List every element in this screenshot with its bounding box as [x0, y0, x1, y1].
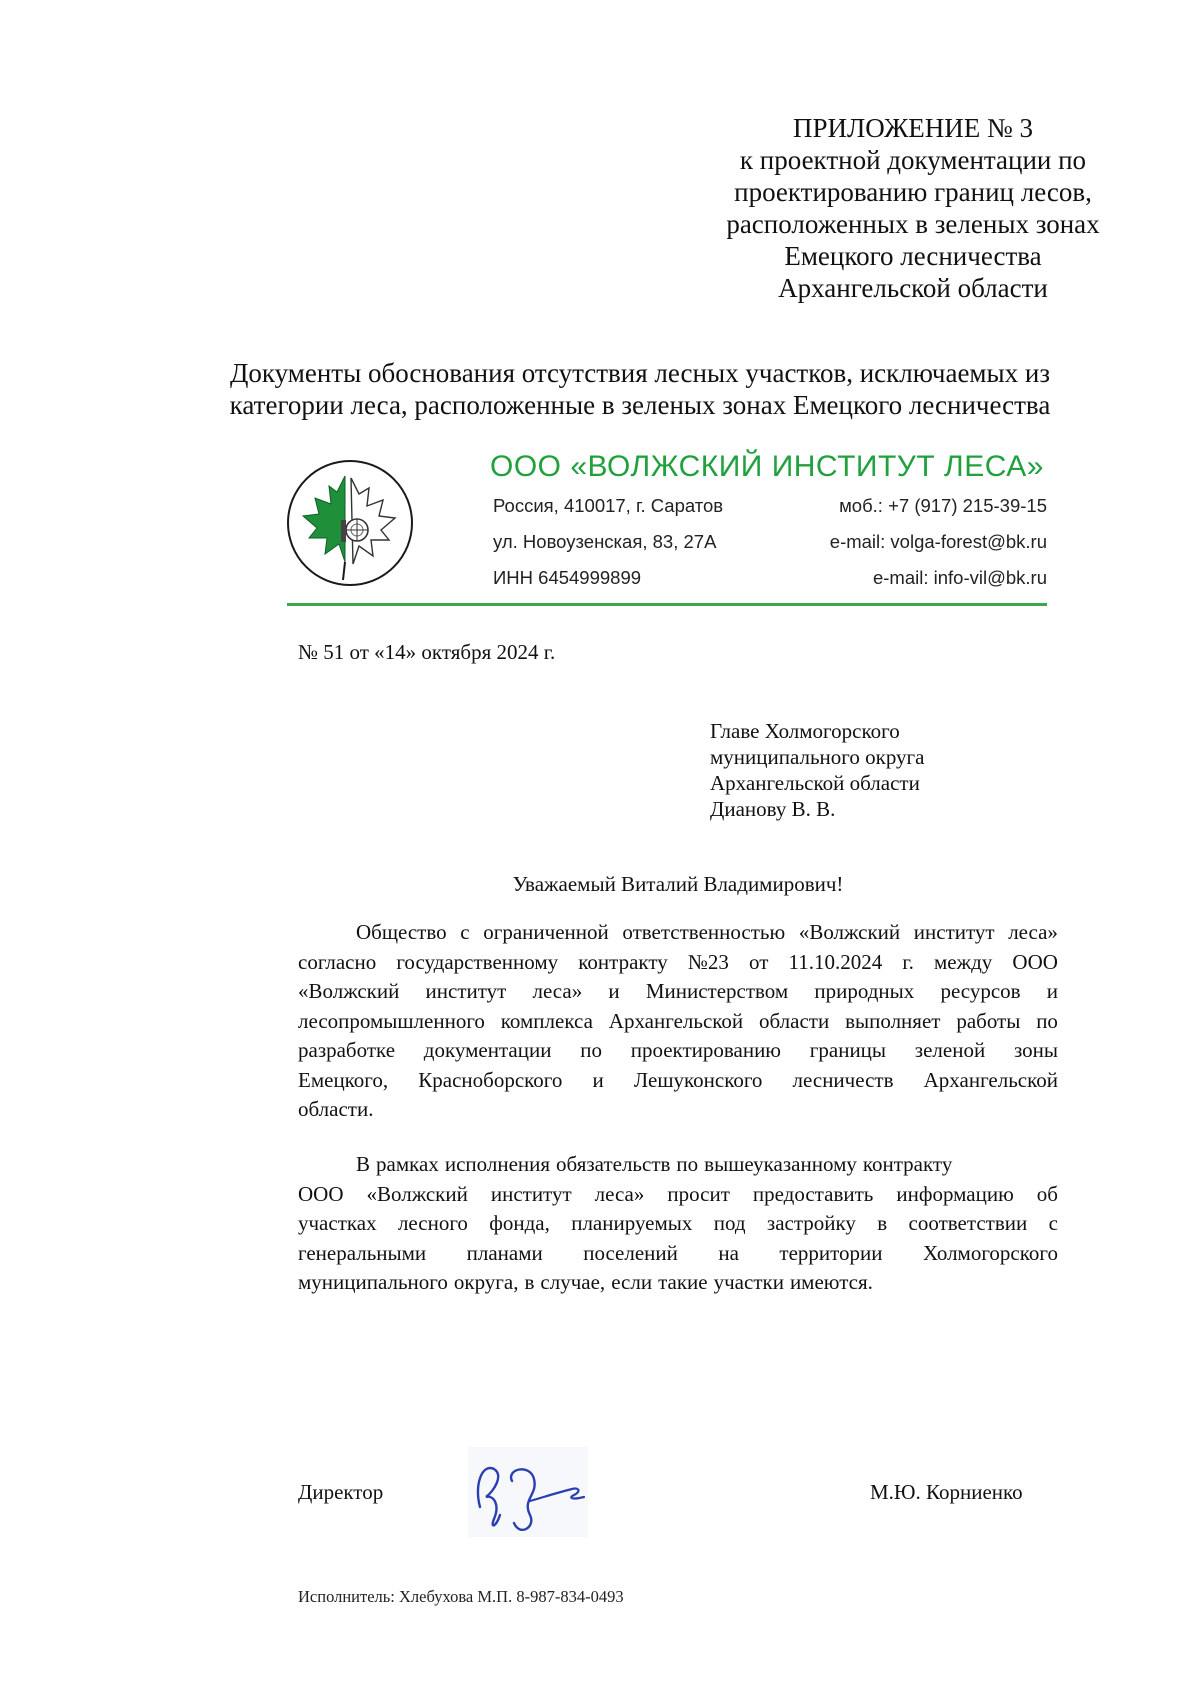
- address-city: Россия, 410017, г. Саратов: [493, 495, 724, 516]
- letterhead-divider: [287, 603, 1047, 606]
- paragraph-line: лесопромышленного комплекса Архангельской области выполняет работы по: [298, 1008, 1058, 1033]
- signatory-name: М.Ю. Корниенко: [870, 1480, 1023, 1504]
- appendix-line: к проектной документации по: [739, 145, 1087, 175]
- paragraph-line: Емецкого, Красноборского и Лешуконского лесничеств Архангельской: [298, 1067, 1058, 1092]
- paragraph-line: Общество с ограниченной ответственностью «Волжский институт леса»: [356, 920, 1058, 944]
- executor-contact: Исполнитель: Хлебухова М.П. 8-987-834-0493: [298, 1587, 624, 1606]
- body-paragraph-2: [298, 1150, 1058, 1298]
- maple-leaf-logo-icon: [285, 458, 415, 588]
- inn-number: ИНН 6454999899: [493, 567, 642, 588]
- appendix-line: Архангельской области: [778, 273, 1048, 303]
- document-title-line: Документы обоснования отсутствия лесных участков, исключаемых из: [229, 358, 1051, 388]
- paragraph-line: В рамках исполнения обязательств по вышеуказанному контракту: [356, 1152, 953, 1176]
- document-title-line: категории леса, расположенные в зеленых зонах Емецкого лесничества: [229, 390, 1051, 420]
- phone-number: моб.: +7 (917) 215-39-15: [839, 495, 1047, 516]
- address-street: ул. Новоузенская, 83, 27А: [493, 531, 717, 552]
- paragraph-line: муниципального округа, в случае, если такие участки имеются.: [298, 1270, 873, 1294]
- body-paragraph-1: [298, 918, 1058, 1125]
- addressee-line: муниципального округа: [710, 745, 925, 769]
- letter-number-date: № 51 от «14» октября 2024 г.: [298, 640, 556, 664]
- signatory-title: Директор: [298, 1480, 384, 1504]
- organization-name: ООО «ВОЛЖСКИЙ ИНСТИТУТ ЛЕСА»: [490, 450, 1044, 483]
- email-primary: e-mail: volga-forest@bk.ru: [829, 531, 1047, 552]
- email-secondary: e-mail: info-vil@bk.ru: [872, 567, 1047, 588]
- handwritten-signature-icon: [460, 1445, 600, 1540]
- appendix-line: ПРИЛОЖЕНИЕ № 3: [792, 113, 1034, 143]
- addressee-block: [710, 718, 924, 822]
- paragraph-line: разработке документации по проектированию границы зеленой зоны: [298, 1038, 1058, 1062]
- addressee-line: Дианову В. В.: [710, 797, 836, 821]
- paragraph-line: ООО «Волжский институт леса» просит предоставить информацию об: [298, 1181, 1058, 1206]
- addressee-line: Главе Холмогорского: [710, 719, 900, 743]
- paragraph-line: участках лесного фонда, планируемых под застройку в соответствии с: [298, 1211, 1058, 1235]
- appendix-line: проектированию границ лесов,: [734, 177, 1092, 207]
- salutation: Уважаемый Виталий Владимирович!: [512, 872, 844, 896]
- addressee-line: Архангельской области: [710, 771, 920, 795]
- appendix-line: расположенных в зеленых зонах: [726, 209, 1100, 239]
- paragraph-line: области.: [298, 1097, 374, 1121]
- paragraph-line: генеральными планами поселений на территории Холмогорского: [298, 1240, 1058, 1265]
- document-title: [180, 357, 1100, 421]
- paragraph-line: «Волжский институт леса» и Министерством природных ресурсов и: [298, 979, 1058, 1003]
- appendix-header: [688, 112, 1138, 304]
- paragraph-line: согласно государственному контракту №23 от 11.10.2024 г. между ООО: [298, 949, 1058, 974]
- appendix-line: Емецкого лесничества: [784, 241, 1042, 271]
